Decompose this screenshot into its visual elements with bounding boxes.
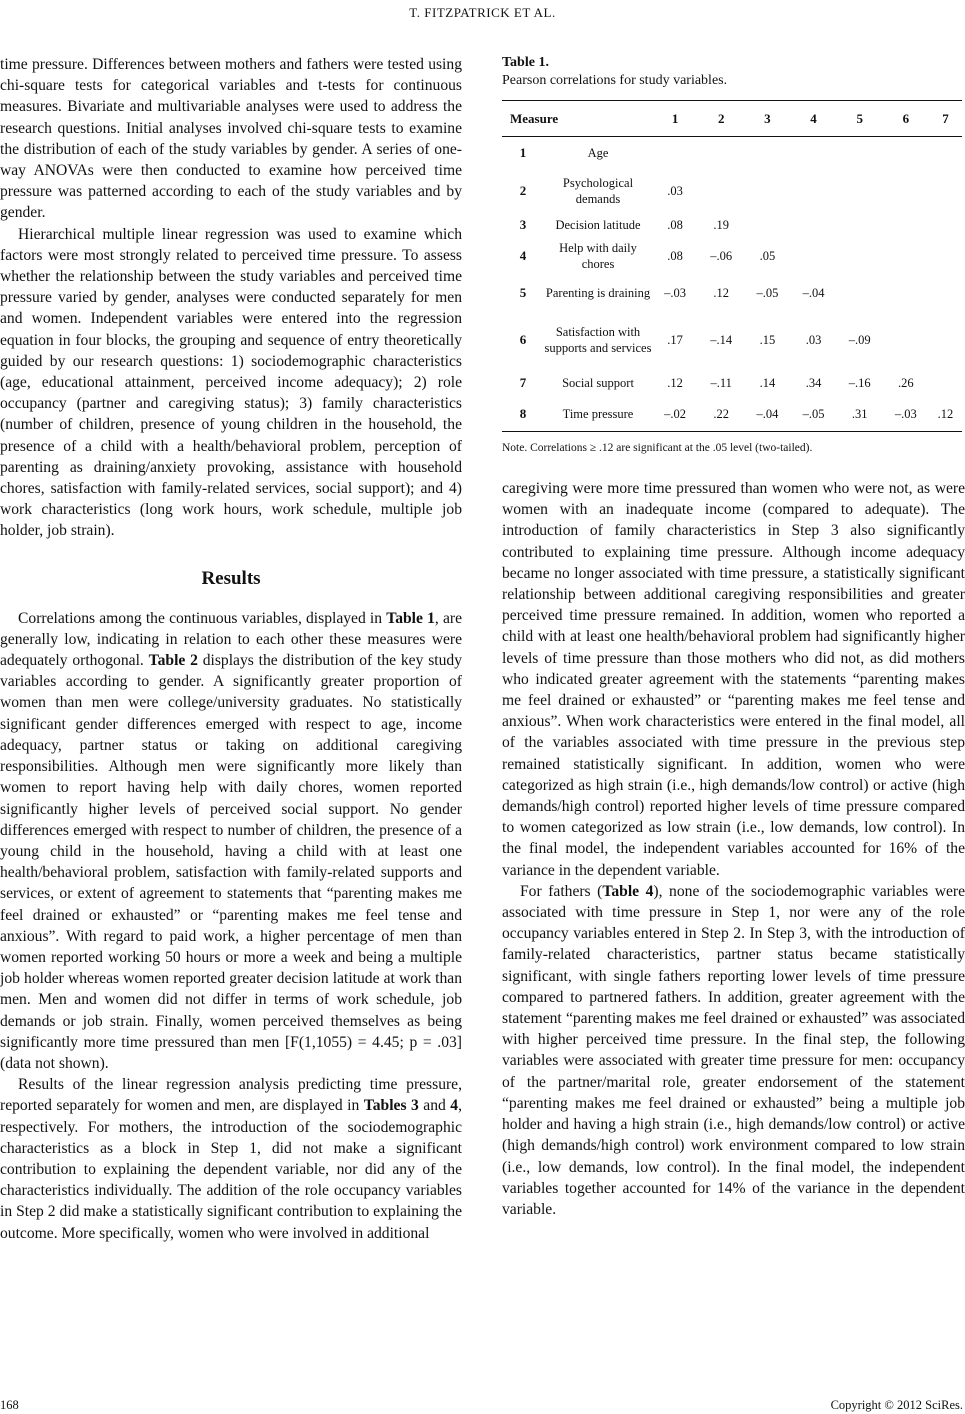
table4-ref: 4 <box>450 1097 459 1115</box>
right-column <box>502 54 965 1220</box>
row-number: 8 <box>502 398 544 432</box>
paragraph-fathers-results: For fathers (Table 4), none of the sociodemographic variables were associated with time pressure in Step 1, nor were any of the role occupancy variables entered in Step 2. In Step 3, with the introduction of family-related characteristics, partner status became statistically significant, with single fathers reporting lower levels of time pressure compared to partnered fathers. In addition, greater agreement with the statement “parenting makes me feel drained or exhausted” was associated with higher perceived time pressure. In the final step, the following variables were associated with greater time pressure for men: occupancy of the partner/marital role, greater endorsement of the statement “parenting makes me feel drained or exhausted” being a multiple job holder and having a high strain (i.e., high demands/low control) or active (high demands/high control) work environment compared to low strain (i.e., low demands, low control). In the final model, the independent variables together accounted for 14% of the variance in the dependent variable. <box>502 882 965 1218</box>
correlation-cell <box>698 169 744 213</box>
col-header: 3 <box>744 101 790 137</box>
measure-name: Age <box>587 145 609 160</box>
correlation-cell <box>790 169 836 213</box>
correlation-cell <box>744 169 790 213</box>
correlation-cell: .03 <box>805 332 822 347</box>
col-header: 4 <box>790 101 836 137</box>
correlation-cell <box>883 312 929 368</box>
paragraph-mothers-results: caregiving were more time pressured than women who were not, as were women with an inadequate income (compared to adequate). The introduction of family characteristics in Step 3 also significantly contributed to explaining time pressure. Although income adequacy became no longer associated with time pressure, a statistically significant relationship between additional caregiving responsibilities and greater perceived time pressure remained. In addition, women who reported a child with at least one health/behavioral problem had significantly higher levels of time pressure than those mothers who did not, as did mothers who indicated greater agreement with the statements “parenting makes me feel drained or exhausted” or “parenting makes me feel tense and anxious”. When work characteristics were entered in the final model, all of the variables associated with time pressure in the previous step remained statistically significant. In addition, women who were categorized as high strain (i.e., high demands/low control) or active (high demands/high control) reported higher levels of time pressure compared to women categorized as low strain (i.e., low demands, low control). In the final model, the independent variables accounted for 16% of the variance in the dependent variable. <box>502 480 965 879</box>
correlation-cell: –.03 <box>664 286 687 300</box>
correlation-cell <box>790 137 836 169</box>
correlation-cell <box>929 238 962 275</box>
correlation-cell <box>929 312 962 368</box>
correlation-cell: .22 <box>698 398 744 432</box>
table-row <box>502 238 962 275</box>
correlation-cell: .19 <box>713 218 730 232</box>
measure-name: Psychological demands <box>562 175 634 206</box>
correlation-cell <box>883 275 929 312</box>
row-number: 1 <box>519 144 527 160</box>
correlation-cell <box>883 238 929 275</box>
col-header: 5 <box>837 101 883 137</box>
correlation-cell: .12 <box>713 286 730 300</box>
paragraph-correlations: Correlations among the continuous variables, displayed in Table 1, are generally low, indicating in relation to each other these measures were adequately orthogonal. Table 2 displays the distribution of the key study variables according to gender. A significantly greater proportion of women than men were college/university graduates. No statistically significant gender differences emerged with respect to age, income adequacy, partner status or taking on additional caregiving responsibilities. Although men were significantly more likely than women to report having help with daily chores, women reported significantly higher levels of perceived social support. No gender differences emerged with respect to number of children, the presence of a young child in the household, having a child with at least one health/behavioral problem, satisfaction with family-related supports and services, or extent of agreement to statements that “parenting makes me feel drained or exhausted” or “parenting makes me feel tense and anxious”. With regard to paid work, a higher percentage of men than women reported working 50 hours or more a week and being a multiple job holder whereas women reported greater decision latitude at work than men. Men and women did not differ in terms of work schedule, job demands or job strain. Finally, women perceived themselves as being significantly more time pressured than men [F(1,1055) = 4.45; p = .03] (data not shown). <box>0 609 462 1072</box>
correlation-cell: .12 <box>929 398 962 432</box>
correlation-cell: .26 <box>898 375 914 390</box>
col-header: Measure <box>502 101 652 137</box>
row-number: 7 <box>519 374 527 390</box>
correlation-cell: .03 <box>667 183 683 198</box>
table-row <box>502 137 962 169</box>
col-header: 6 <box>883 101 929 137</box>
correlation-cell <box>744 213 790 238</box>
correlation-cell <box>929 137 962 169</box>
table1-ref: Table 1 <box>386 609 435 627</box>
row-number: 5 <box>519 285 527 300</box>
table-row <box>502 368 962 398</box>
results-heading: Results <box>201 567 261 589</box>
correlation-cell <box>744 137 790 169</box>
correlation-cell: –.03 <box>883 398 929 432</box>
correlation-cell: –.16 <box>848 375 871 390</box>
measure-name: Decision latitude <box>555 218 641 232</box>
correlation-cell <box>790 213 836 238</box>
correlation-cell: –.05 <box>790 398 836 432</box>
correlation-cell <box>790 238 836 275</box>
paragraph-regression: Hierarchical multiple linear regression was used to examine which factors were most strongly related to perceived time pressure. To assess whether the relationship between the study variables and perceived time pressure varied by gender, analyses were conducted separately for men and women. Independent variables were entered into the regression equation in four blocks, the grouping and sequence of entry theoretically guided by our research questions: 1) sociodemographic characteristics (age, educational attainment, perceived income adequacy); 2) role occupancy (partner and caregiving status); 3) family characteristics (number of children, presence of young children in the household, the presence of a child with a health/behavioral problem, perception of parenting as draining/anxiety provoking, assistance with household chores, satisfaction with family-related services, social support); and 4) work characteristics (long work hours, work schedule, multiple job holder, job strain). <box>0 225 462 540</box>
table-header-row <box>502 101 962 137</box>
table3-ref: Tables 3 <box>363 1097 419 1115</box>
correlation-cell: .08 <box>667 218 683 232</box>
correlation-cell <box>837 275 883 312</box>
copyright: Copyright © 2012 SciRes. <box>830 1398 963 1412</box>
correlation-cell <box>929 275 962 312</box>
measure-name: Help with daily chores <box>559 241 637 271</box>
table-row <box>502 213 962 238</box>
paragraph-regression-results: Results of the linear regression analysis predicting time pressure, reported separately for women and men, are displayed in Tables 3 and 4, respectively. For mothers, the introduction of the sociodemographic characteristics as a block in Step 1, did not make a significant contribution to explaining the dependent variable, nor did any of the characteristics individually. The addition of the role occupancy variables in Step 2 did make a statistically significant contribution to explaining the outcome. More specifically, women who were involved in additional <box>0 1076 462 1242</box>
running-head: T. FITZPATRICK ET AL. <box>409 5 556 20</box>
col-header: 1 <box>652 101 698 137</box>
correlation-cell: –.05 <box>756 286 779 300</box>
table1-label: Table 1. <box>502 55 549 70</box>
correlation-cell <box>837 213 883 238</box>
table-row <box>502 169 962 213</box>
measure-name: Parenting is draining <box>545 286 651 300</box>
correlation-cell <box>929 368 962 398</box>
table1-title: Pearson correlations for study variables. <box>502 73 728 88</box>
table1-caption <box>502 54 965 90</box>
correlation-cell: –.06 <box>710 249 733 263</box>
correlation-cell: –.04 <box>802 286 825 300</box>
row-number: 4 <box>519 248 527 263</box>
row-number: 6 <box>519 331 527 347</box>
correlation-cell: .14 <box>759 375 776 390</box>
correlation-cell: –.04 <box>744 398 790 432</box>
correlation-cell: .34 <box>805 375 822 390</box>
correlation-cell: –.14 <box>710 332 733 347</box>
correlation-cell: –.09 <box>848 332 871 347</box>
measure-name: Satisfaction with supports and services <box>544 324 652 355</box>
correlation-cell: –.11 <box>710 375 732 390</box>
correlation-cell <box>929 169 962 213</box>
correlation-cell <box>652 137 698 169</box>
measure-name: Time pressure <box>544 398 652 432</box>
table-row <box>502 398 962 432</box>
correlation-cell <box>929 213 962 238</box>
correlation-cell: .31 <box>837 398 883 432</box>
correlation-cell: .15 <box>759 332 776 347</box>
page-number: 168 <box>0 1398 19 1412</box>
table1-note: Note. Correlations ≥ .12 are significant at the .05 level (two-tailed). <box>502 442 813 454</box>
correlation-cell: .17 <box>667 332 683 347</box>
correlation-cell <box>883 169 929 213</box>
table4-ref: Table 4 <box>602 882 654 900</box>
table-row <box>502 275 962 312</box>
left-column <box>0 54 462 1244</box>
row-number: 2 <box>519 182 527 198</box>
correlation-cell: .12 <box>667 375 683 390</box>
row-number: 3 <box>519 217 527 232</box>
paragraph-analysis: time pressure. Differences between mothers and fathers were tested using chi-square tests for categorical variables and t-tests for continuous measures. Bivariate and multivariable analyses were used to address the research questions. Initial analyses involved chi-square tests to examine the distribution of each of the study variables by gender. A series of one-way ANOVAs were then conducted to examine how perceived time pressure was patterned according to each of the study variables and by gender. <box>0 56 462 222</box>
correlation-cell: .05 <box>759 249 776 263</box>
table2-ref: Table 2 <box>148 652 198 670</box>
correlation-cell: –.02 <box>652 398 698 432</box>
correlation-cell <box>883 137 929 169</box>
correlation-cell <box>698 137 744 169</box>
correlation-cell: .08 <box>667 249 683 263</box>
correlation-table <box>502 100 962 432</box>
correlation-cell <box>883 213 929 238</box>
measure-name: Social support <box>562 375 634 390</box>
correlation-cell <box>837 238 883 275</box>
correlation-cell <box>837 137 883 169</box>
table-row <box>502 312 962 368</box>
col-header: 7 <box>929 101 962 137</box>
correlation-cell <box>837 169 883 213</box>
col-header: 2 <box>698 101 744 137</box>
